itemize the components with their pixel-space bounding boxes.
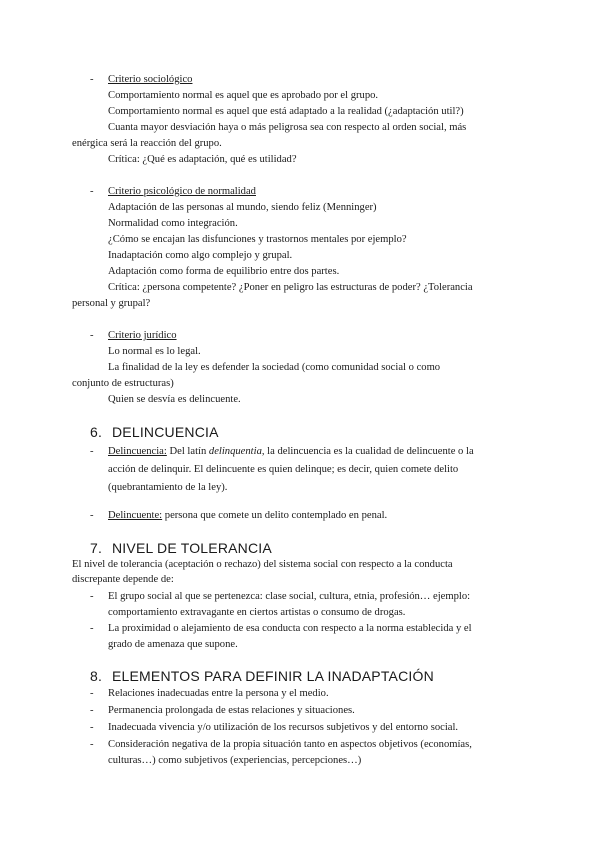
text-line: Crítica: ¿Qué es adaptación, qué es utilidad? (108, 154, 297, 165)
bullet-dash: - (90, 722, 94, 733)
text-line: enérgica será la reacción del grupo. (72, 138, 222, 149)
text-line: (quebrantamiento de la ley). (108, 482, 228, 493)
section-number: 6. (90, 424, 103, 440)
text-line: Consideración negativa de la propia situación tanto en aspectos objetivos (economías, (108, 739, 472, 750)
section-heading (90, 668, 434, 684)
text-line: Cuanta mayor desviación haya o más peligrosa sea con respecto al orden social, más (108, 122, 467, 133)
latin-term: delinquentia, (208, 446, 265, 457)
text-line: La proximidad o alejamiento de esa conducta con respecto a la norma establecida y el (108, 623, 472, 634)
section-title: ELEMENTOS PARA DEFINIR LA INADAPTACIÓN (112, 668, 434, 684)
bullet-dash: - (90, 705, 94, 716)
bullet-dash: - (90, 591, 94, 602)
bullet-dash: - (90, 688, 94, 699)
bullet-dash: - (90, 510, 94, 521)
text-line: Normalidad como integración. (108, 218, 238, 229)
text-line: Comportamiento normal es aquel que es aprobado por el grupo. (108, 90, 379, 101)
definition-line: Delincuencia: Del latín delinquentia, la delincuencia es la cualidad de delincuente o la (108, 446, 474, 457)
text-line: Adaptación como forma de equilibrio entre dos partes. (108, 266, 340, 277)
text-line: El grupo social al que se pertenezca: clase social, cultura, etnia, profesión… ejemplo: (108, 591, 471, 602)
criterio-sociologico-title: Criterio sociológico (108, 74, 193, 85)
bullet-dash: - (90, 74, 94, 85)
criterio-psicologico-title: Criterio psicológico de normalidad (108, 186, 256, 197)
text-line: El nivel de tolerancia (aceptación o rechazo) del sistema social con respecto a la conducta (72, 559, 453, 570)
bullet-dash: - (90, 446, 94, 457)
section-number: 7. (90, 540, 103, 556)
bullet-dash: - (90, 330, 94, 341)
section-title: NIVEL DE TOLERANCIA (112, 540, 272, 556)
text-line: ¿Cómo se encajan las disfunciones y trastornos mentales por ejemplo? (108, 234, 407, 245)
bullet-dash: - (90, 739, 94, 750)
term: Delincuente: (108, 510, 163, 521)
text-line: Relaciones inadecuadas entre la persona y el medio. (108, 688, 329, 699)
criterio-juridico-title: Criterio jurídico (108, 330, 177, 341)
text-line: Crítica: ¿persona competente? ¿Poner en peligro las estructuras de poder? ¿Tolerancia (108, 282, 473, 293)
definition-line: Delincuente: persona que comete un delito contemplado en penal. (108, 510, 388, 521)
text-line: Inadaptación como algo complejo y grupal. (108, 250, 293, 261)
text-line: personal y grupal? (72, 298, 151, 309)
section-heading (90, 424, 219, 440)
text-line: grado de amenaza que supone. (108, 639, 238, 650)
text-line: acción de delinquir. El delincuente es quien delinque; es decir, quien comete delito (108, 464, 459, 475)
text-line: culturas…) como subjetivos (experiencias, percepciones…) (108, 755, 362, 766)
text-line: conjunto de estructuras) (72, 378, 174, 389)
text-line: discrepante depende de: (72, 574, 174, 585)
text-line: Adaptación de las personas al mundo, siendo feliz (Menninger) (108, 202, 377, 213)
section-title: DELINCUENCIA (112, 424, 219, 440)
text-line: La finalidad de la ley es defender la sociedad (como comunidad social o como (108, 362, 441, 373)
text-line: comportamiento extravagante en ciertos artistas o consumo de drogas. (108, 607, 406, 618)
text-line: Inadecuada vivencia y/o utilización de los recursos subjetivos y del entorno social. (108, 722, 459, 733)
text-line: Quien se desvía es delincuente. (108, 394, 241, 405)
term: Delincuencia: (108, 446, 167, 457)
text-line: Lo normal es lo legal. (108, 346, 201, 357)
bullet-dash: - (90, 623, 94, 634)
bullet-dash: - (90, 186, 94, 197)
section-number: 8. (90, 668, 103, 684)
section-heading (90, 540, 272, 556)
text-line: Permanencia prolongada de estas relaciones y situaciones. (108, 705, 355, 716)
text-line: Comportamiento normal es aquel que está adaptado a la realidad (¿adaptación util?) (108, 106, 464, 117)
